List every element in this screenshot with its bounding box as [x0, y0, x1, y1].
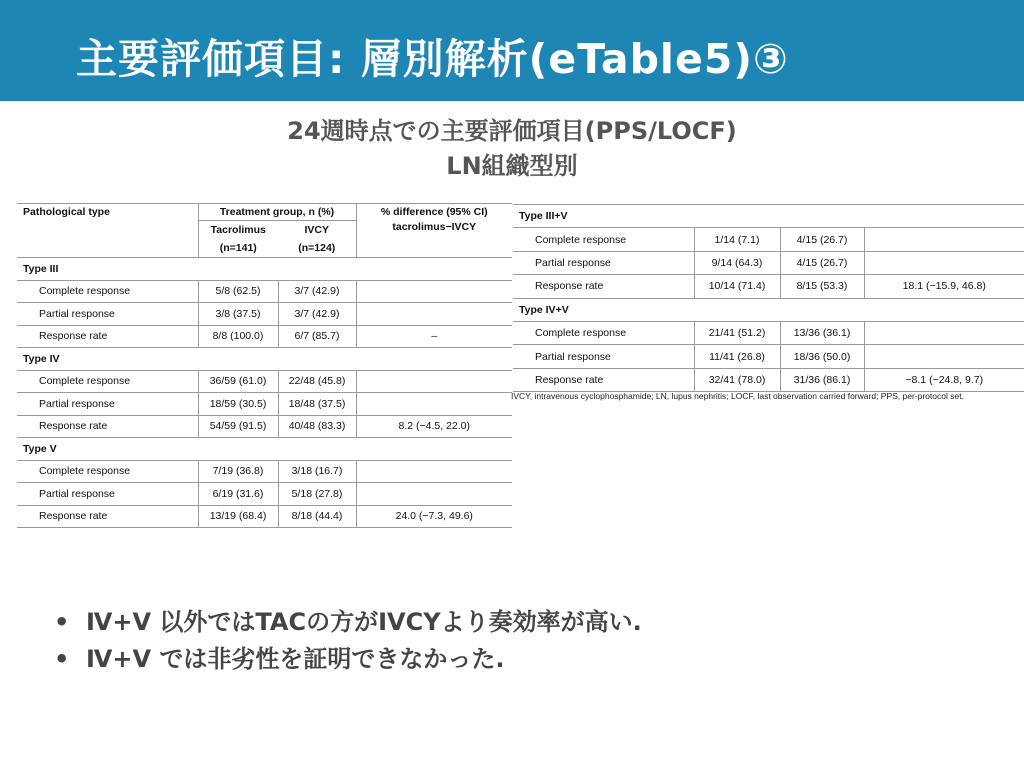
table-row [17, 325, 512, 348]
row-label: Partial response [513, 345, 694, 368]
table-row [17, 505, 512, 528]
row-label: Response rate [17, 325, 198, 348]
section-label: Type IV+V [513, 298, 1024, 321]
tacrolimus-cell: 8/8 (100.0) [198, 325, 278, 348]
tacrolimus-cell: 9/14 (64.3) [694, 251, 780, 274]
difference-cell: 18.1 (−15.9, 46.8) [864, 275, 1024, 298]
row-label: Complete response [17, 460, 198, 483]
row-label: Response rate [513, 368, 694, 391]
ivcy-cell: 5/18 (27.8) [278, 483, 356, 506]
ivcy-cell: 13/36 (36.1) [780, 321, 864, 344]
results-table-right [513, 204, 1024, 392]
section-row [17, 258, 512, 281]
tacrolimus-cell: 3/8 (37.5) [198, 303, 278, 326]
conclusion-bullets [54, 604, 642, 678]
row-label: Partial response [17, 393, 198, 416]
tacrolimus-cell: 11/41 (26.8) [694, 345, 780, 368]
ivcy-cell: 3/7 (42.9) [278, 303, 356, 326]
title-bar [0, 0, 1024, 101]
row-label: Response rate [513, 275, 694, 298]
section-row [513, 205, 1024, 228]
slide-subtitle [0, 114, 1024, 184]
ivcy-cell: 4/15 (26.7) [780, 228, 864, 251]
table-row [513, 251, 1024, 274]
row-label: Complete response [513, 228, 694, 251]
table-row [17, 393, 512, 416]
subtitle-line-1: 24週時点での主要評価項目(PPS/LOCF) [287, 117, 737, 145]
row-label: Partial response [17, 303, 198, 326]
section-label: Type IV [17, 348, 512, 371]
difference-cell [356, 483, 512, 506]
table-row [17, 415, 512, 438]
row-label: Complete response [513, 321, 694, 344]
difference-cell [864, 321, 1024, 344]
table-row [17, 460, 512, 483]
ivcy-n: (n=124) [298, 242, 336, 254]
tacrolimus-cell: 21/41 (51.2) [694, 321, 780, 344]
row-label: Response rate [17, 415, 198, 438]
difference-cell [356, 370, 512, 393]
tacrolimus-cell: 6/19 (31.6) [198, 483, 278, 506]
ivcy-label: IVCY [304, 224, 329, 236]
tacrolimus-cell: 1/14 (7.1) [694, 228, 780, 251]
difference-cell [356, 303, 512, 326]
table-row [17, 303, 512, 326]
bullet-item: • Ⅳ+Ⅴ では非劣性を証明できなかった. [54, 641, 642, 678]
ivcy-cell: 22/48 (45.8) [278, 370, 356, 393]
ivcy-cell: 18/48 (37.5) [278, 393, 356, 416]
section-row [513, 298, 1024, 321]
row-label: Partial response [17, 483, 198, 506]
tacrolimus-cell: 36/59 (61.0) [198, 370, 278, 393]
tacrolimus-cell: 10/14 (71.4) [694, 275, 780, 298]
difference-cell: – [356, 325, 512, 348]
table-row [513, 275, 1024, 298]
header-difference: % difference (95% CI) [356, 204, 512, 221]
tacrolimus-cell: 5/8 (62.5) [198, 280, 278, 303]
difference-cell [356, 280, 512, 303]
row-label: Complete response [17, 370, 198, 393]
row-label: Response rate [17, 505, 198, 528]
table-row [513, 368, 1024, 391]
ivcy-cell: 6/7 (85.7) [278, 325, 356, 348]
difference-cell: −8.1 (−24.8, 9.7) [864, 368, 1024, 391]
tacrolimus-cell: 7/19 (36.8) [198, 460, 278, 483]
table-row [17, 370, 512, 393]
ivcy-cell: 3/18 (16.7) [278, 460, 356, 483]
ivcy-cell: 8/15 (53.3) [780, 275, 864, 298]
section-label: Type V [17, 438, 512, 461]
difference-cell [356, 393, 512, 416]
ivcy-cell: 4/15 (26.7) [780, 251, 864, 274]
subtitle-line-2: LN組織型別 [446, 152, 578, 180]
difference-cell [864, 251, 1024, 274]
tacrolimus-label: Tacrolimus [210, 224, 266, 236]
difference-cell [356, 460, 512, 483]
header-ivcy [278, 221, 356, 258]
header-treatment-group: Treatment group, n (%) [198, 204, 356, 221]
section-row [17, 438, 512, 461]
section-label: Type III [17, 258, 512, 281]
row-label: Partial response [513, 251, 694, 274]
table-row [17, 483, 512, 506]
section-label: Type III+V [513, 205, 1024, 228]
difference-cell [864, 345, 1024, 368]
table-row [513, 345, 1024, 368]
section-row [17, 348, 512, 371]
difference-cell: 24.0 (−7.3, 49.6) [356, 505, 512, 528]
results-table-left [17, 203, 512, 528]
table-footnote: IVCY, intravenous cyclophosphamide; LN, lupus nephritis; LOCF, last observation carried forward; PPS, per-protocol set. [511, 391, 964, 401]
ivcy-cell: 40/48 (83.3) [278, 415, 356, 438]
table-row [513, 228, 1024, 251]
difference-cell: 8.2 (−4.5, 22.0) [356, 415, 512, 438]
slide-title: 主要評価項目: 層別解析(eTable5)③ [76, 35, 789, 83]
table-row [513, 321, 1024, 344]
ivcy-cell: 8/18 (44.4) [278, 505, 356, 528]
tacrolimus-n: (n=141) [219, 242, 257, 254]
tacrolimus-cell: 13/19 (68.4) [198, 505, 278, 528]
header-spacer [17, 221, 198, 258]
difference-cell [864, 228, 1024, 251]
table-row [17, 280, 512, 303]
tacrolimus-cell: 54/59 (91.5) [198, 415, 278, 438]
header-tacrolimus [198, 221, 278, 258]
bullet-item: • Ⅳ+Ⅴ 以外ではTACの方がIVCYより奏効率が高い. [54, 604, 642, 641]
ivcy-cell: 31/36 (86.1) [780, 368, 864, 391]
row-label: Complete response [17, 280, 198, 303]
tacrolimus-cell: 18/59 (30.5) [198, 393, 278, 416]
tacrolimus-cell: 32/41 (78.0) [694, 368, 780, 391]
ivcy-cell: 3/7 (42.9) [278, 280, 356, 303]
header-pathological-type: Pathological type [17, 204, 198, 221]
ivcy-cell: 18/36 (50.0) [780, 345, 864, 368]
header-difference-sub: tacrolimus−IVCY [356, 221, 512, 258]
